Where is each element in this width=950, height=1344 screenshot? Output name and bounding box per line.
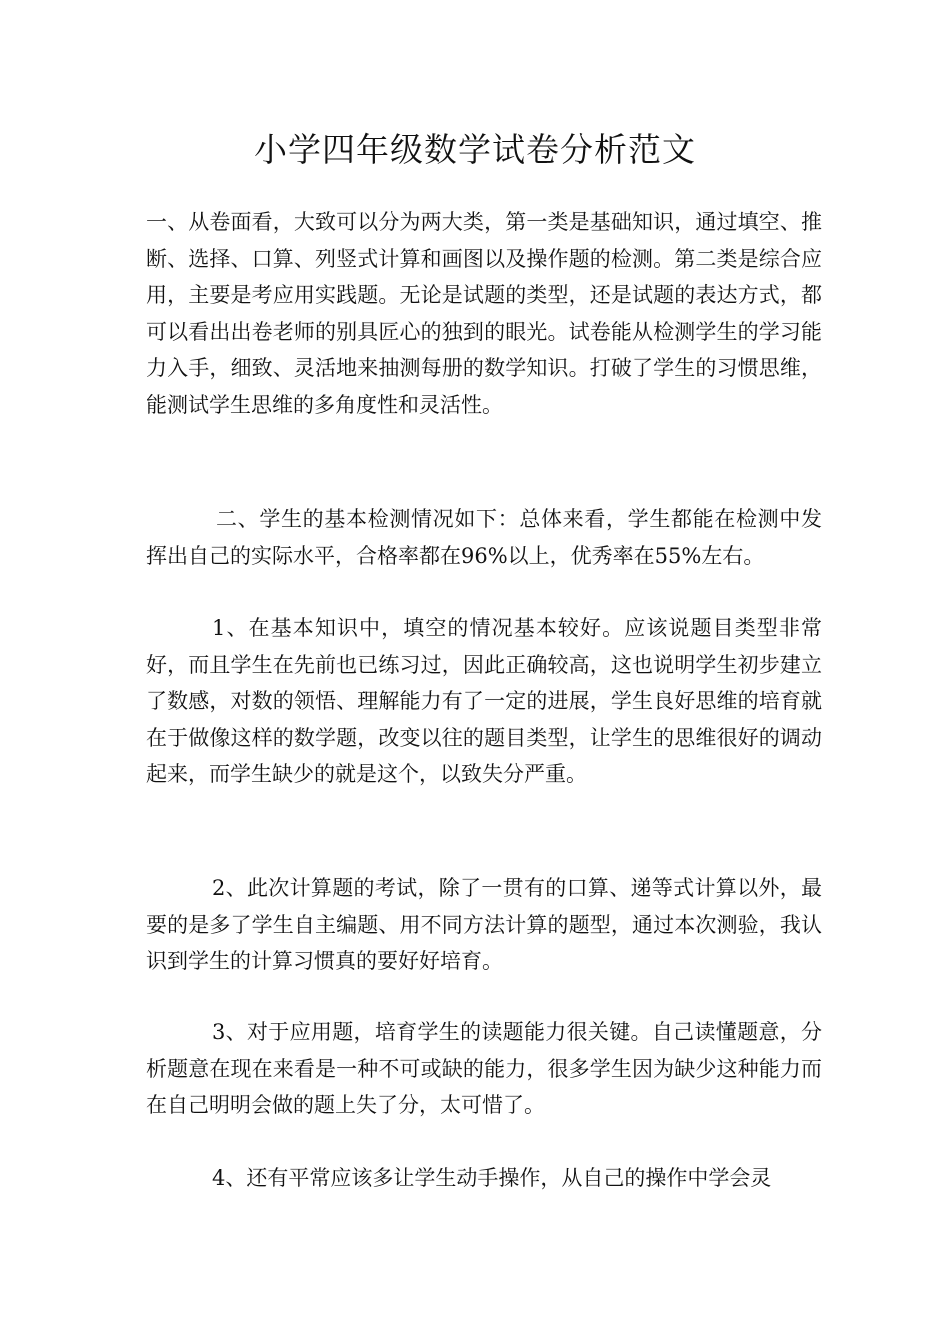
paragraph-point-1: 1、在基本知识中，填空的情况基本较好。应该说题目类型非常好，而且学生在先前也已练习过，因此正确较高，这也说明学生初步建立了数感，对数的领悟、理解能力有了一定的进展，学生良好思维的培育就在于做像这样的数学题，改变以往的题目类型，让学生的思维很好的调动起来，而学生缺少的就是这个，以致失分严重。 — [146, 616, 822, 786]
paragraph-point-3: 3、对于应用题，培育学生的读题能力很关键。自己读懂题意，分析题意在现在来看是一种不可或缺的能力，很多学生因为缺少这种能力而在自己明明会做的题上失了分，太可惜了。 — [146, 1020, 822, 1117]
paragraph-overview: 一、从卷面看，大致可以分为两大类，第一类是基础知识，通过填空、推断、选择、口算、列竖式计算和画图以及操作题的检测。第二类是综合应用，主要是考应用实践题。无论是试题的类型，还是试题的表达方式，都可以看出出卷老师的别具匠心的独到的眼光。试卷能从检测学生的学习能力入手，细致、灵活地来抽测每册的数学知识。打破了学生的习惯思维，能测试学生思维的多角度性和灵活性。 — [146, 210, 822, 417]
paragraph-basic-results: 二、学生的基本检测情况如下：总体来看，学生都能在检测中发挥出自己的实际水平，合格率都在96%以上，优秀率在55%左右。 — [146, 507, 822, 568]
page-title: 小学四年级数学试卷分析范文 — [254, 130, 696, 169]
paragraph-point-2: 2、此次计算题的考试，除了一贯有的口算、递等式计算以外，最要的是多了学生自主编题、用不同方法计算的题型，通过本次测验，我认识到学生的计算习惯真的要好好培育。 — [146, 876, 822, 973]
paragraph-point-4: 4、还有平常应该多让学生动手操作，从自己的操作中学会灵 — [212, 1166, 772, 1190]
